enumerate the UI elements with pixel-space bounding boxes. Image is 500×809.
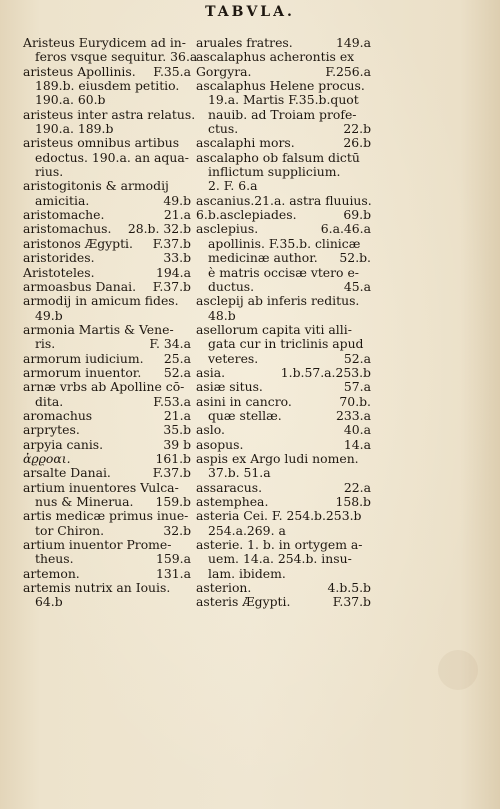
entry-text: asiæ situs. — [196, 379, 263, 395]
entry-text: 48.b — [208, 307, 236, 323]
index-entry-line — [23, 395, 191, 409]
index-entry-line — [23, 151, 191, 165]
entry-text: armorum inuentor. — [23, 364, 142, 380]
entry-text: armodij in amicum fides. — [23, 293, 179, 309]
entry-reference: F.37.b — [152, 235, 191, 251]
entry-text: artemis nutrix an Iouis. — [23, 580, 171, 596]
entry-text: Aristoteles. — [23, 264, 95, 280]
index-entry-line — [196, 366, 371, 380]
entry-text: dita. — [35, 393, 64, 409]
entry-reference — [372, 194, 376, 208]
index-entry-line — [23, 106, 196, 122]
entry-reference: 52.a — [343, 350, 371, 366]
entry-reference — [367, 237, 371, 251]
entry-text: medicinæ author. — [208, 250, 318, 266]
entry-text: asia. — [196, 364, 226, 380]
index-entry-line — [196, 466, 371, 480]
entry-text: ascanius.21.a. astra fluuius. — [196, 192, 372, 208]
index-entry-line — [196, 194, 371, 208]
index-entry-line — [196, 222, 371, 236]
entry-text: arprytes. — [23, 422, 80, 438]
entry-reference: 33.b — [163, 250, 191, 266]
index-entry-line — [196, 409, 371, 423]
entry-text: nus & Minerua. — [35, 494, 134, 509]
entry-reference — [367, 179, 371, 193]
index-entry-line — [23, 280, 191, 294]
entry-text: armorum iudicium. — [23, 350, 144, 366]
entry-reference: 36.a — [170, 49, 198, 65]
index-entry-line — [23, 165, 191, 179]
index-entry-line — [23, 366, 191, 380]
index-entry-line — [196, 380, 371, 394]
index-entry-line — [23, 179, 191, 193]
entry-text: assaracus. — [196, 479, 263, 495]
index-entry-line — [23, 481, 191, 495]
entry-text: asopus. — [196, 436, 244, 452]
entry-text: artis medicæ primus inue- — [23, 508, 189, 524]
entry-text: inflictum supplicium. — [208, 164, 341, 180]
index-entry-line — [196, 136, 371, 150]
entry-text: 2. F. 6.a — [208, 178, 258, 194]
entry-reference — [367, 309, 371, 323]
entry-text: asterie. 1. b. in ortygem a- — [196, 537, 363, 553]
index-entry-line — [196, 65, 371, 79]
entry-text: gata cur in triclinis apud — [208, 336, 364, 352]
entry-text: aristogitonis & armodij — [23, 178, 169, 194]
entry-reference — [187, 179, 191, 193]
entry-text: ascalaphus acherontis ex — [196, 49, 355, 65]
entry-text: ἀϱϱοαι. — [23, 450, 71, 466]
index-entry-line — [196, 581, 371, 595]
entry-text: asellorum capita viti alli- — [196, 321, 352, 337]
entry-text: edoctus. 190.a. an aqua- — [35, 149, 189, 165]
entry-text: theus. — [35, 551, 74, 567]
index-entry-line — [196, 323, 371, 337]
entry-reference: 40.a — [343, 422, 371, 438]
entry-text: amicitia. — [35, 192, 90, 208]
entry-reference — [187, 595, 191, 609]
index-entry-line — [196, 524, 371, 538]
index-entry-line — [196, 165, 371, 179]
running-header: TABVLA. — [205, 4, 295, 20]
entry-text: nauib. ad Troiam profe- — [208, 106, 357, 122]
entry-reference — [187, 481, 191, 495]
entry-reference — [187, 79, 191, 93]
entry-reference: 69.b — [343, 207, 371, 223]
index-column-right — [196, 36, 371, 610]
entry-reference — [367, 165, 371, 179]
index-entry-line — [196, 309, 371, 323]
index-entry-line — [196, 93, 371, 107]
index-entry-line — [23, 309, 191, 323]
entry-reference — [187, 309, 191, 323]
index-entry-line — [196, 423, 371, 437]
entry-reference — [188, 509, 192, 523]
index-entry-line — [23, 237, 191, 251]
entry-reference: F.37.b — [152, 278, 191, 294]
index-entry-line — [196, 108, 371, 122]
entry-reference — [367, 552, 371, 566]
index-entry-line — [196, 352, 371, 366]
index-entry-line — [23, 337, 191, 351]
entry-reference — [367, 266, 371, 280]
index-entry-line — [23, 438, 191, 452]
entry-reference — [367, 567, 371, 581]
index-entry-line — [23, 266, 191, 280]
index-entry-line — [23, 524, 191, 538]
index-entry-line — [23, 423, 191, 437]
entry-text: astemphea. — [196, 494, 269, 509]
entry-text: aruales fratres. — [196, 35, 293, 50]
entry-text: 64.b — [35, 594, 63, 610]
index-entry-line — [23, 36, 191, 50]
entry-reference: 1.b.57.a.253.b — [280, 364, 371, 380]
entry-reference — [367, 509, 371, 523]
entry-text: arpyia canis. — [23, 436, 104, 452]
entry-reference: 45.a — [343, 278, 371, 294]
entry-text: 190.a. 60.b — [35, 92, 106, 108]
entry-text: armoasbus Danai. — [23, 278, 137, 294]
entry-text: lam. ibidem. — [208, 565, 286, 581]
entry-text: 189.b. eiusdem petitio. — [35, 78, 180, 94]
entry-text: apollinis. F.35.b. clinicæ — [208, 235, 361, 251]
entry-text: aslo. — [196, 422, 225, 438]
index-entry-line — [23, 509, 191, 523]
entry-text: rius. — [35, 164, 64, 180]
entry-reference: 70.b. — [339, 393, 371, 409]
entry-text: aristomache. — [23, 207, 105, 223]
entry-reference: 25.a — [163, 350, 191, 366]
entry-text: aristorides. — [23, 250, 95, 266]
index-entry-line — [196, 251, 371, 265]
entry-text: aromachus — [23, 407, 93, 423]
index-entry-line — [196, 122, 371, 136]
entry-reference: 6.a.46.a — [320, 221, 371, 237]
entry-reference: 194.a — [156, 264, 191, 280]
entry-text: asteris Ægypti. — [196, 594, 291, 610]
entry-text: ris. — [35, 336, 56, 352]
entry-text: aristonos Ægypti. — [23, 235, 133, 251]
entry-reference: F.256.a — [325, 63, 371, 79]
index-entry-line — [196, 208, 371, 222]
entry-reference: 149.a — [336, 35, 371, 50]
index-entry-line — [196, 509, 371, 523]
entry-reference: 32.b — [163, 522, 191, 538]
index-entry-line — [196, 395, 371, 409]
index-entry-line — [196, 50, 371, 64]
index-entry-line — [23, 294, 191, 308]
index-entry-line — [23, 79, 191, 93]
entry-reference — [367, 337, 371, 351]
entry-reference — [367, 538, 371, 552]
entry-text: ascalaphi mors. — [196, 135, 295, 151]
index-entry-line — [196, 337, 371, 351]
index-entry-line — [196, 294, 371, 308]
entry-reference — [367, 524, 371, 538]
index-entry-line — [23, 93, 191, 107]
entry-reference: F.37.b — [332, 594, 371, 610]
entry-reference: 52.a — [163, 364, 191, 380]
entry-text: Aristeus Eurydicem ad in- — [23, 35, 186, 50]
entry-reference — [187, 122, 191, 136]
index-entry-line — [196, 79, 371, 93]
entry-text: armonia Martis & Vene- — [23, 321, 174, 337]
entry-text: aristeus inter astra relatus. — [23, 106, 196, 122]
index-entry-line — [23, 538, 191, 552]
entry-text: 6.b.asclepiades. — [196, 207, 297, 223]
entry-text: arsalte Danai. — [23, 465, 111, 481]
entry-reference — [187, 136, 191, 150]
entry-text: artium inuentor Prome- — [23, 537, 172, 553]
entry-text: asclepij ab inferis reditus. — [196, 293, 360, 309]
index-entry-line — [196, 438, 371, 452]
index-entry-line — [23, 208, 191, 222]
index-entry-line — [23, 452, 191, 466]
index-entry-line — [23, 409, 191, 423]
entry-reference: 161.b — [155, 450, 191, 466]
entry-reference: 26.b — [343, 135, 371, 151]
index-entry-line — [23, 49, 198, 65]
entry-reference: F. 34.a — [149, 336, 191, 352]
entry-text: Gorgyra. — [196, 63, 252, 79]
entry-text: 254.a.269. a — [208, 522, 286, 538]
index-entry-line — [23, 323, 191, 337]
index-entry-line — [196, 280, 371, 294]
entry-reference — [187, 165, 191, 179]
entry-text: aspis ex Argo ludi nomen. — [196, 450, 359, 466]
entry-reference — [187, 294, 191, 308]
entry-reference — [367, 452, 371, 466]
index-entry-line — [196, 452, 371, 466]
entry-text: aristeus Apollinis. — [23, 63, 136, 79]
index-entry-line — [196, 595, 371, 609]
entry-reference: 131.a — [156, 565, 191, 581]
entry-text: tor Chiron. — [35, 522, 105, 538]
index-entry-line — [23, 352, 191, 366]
entry-text: ctus. — [208, 121, 239, 137]
entry-reference: 57.a — [343, 379, 371, 395]
entry-reference: 159.b — [155, 494, 191, 509]
entry-reference: 233.a — [336, 407, 371, 423]
index-entry-line — [23, 65, 191, 79]
entry-text: quæ stellæ. — [208, 407, 282, 423]
index-column-left — [23, 35, 198, 610]
index-entry-line — [23, 495, 191, 509]
entry-reference — [187, 581, 191, 595]
index-entry-line — [196, 237, 371, 251]
entry-reference: 49.b — [163, 192, 191, 208]
entry-reference — [367, 79, 371, 93]
entry-reference: 21.a — [163, 407, 191, 423]
entry-text: asini in cancro. — [196, 393, 292, 409]
entry-reference — [367, 108, 371, 122]
entry-reference — [367, 50, 371, 64]
entry-text: aristomachus. — [23, 221, 112, 237]
entry-reference — [187, 380, 191, 394]
entry-reference — [187, 36, 191, 50]
entry-text: veteres. — [208, 350, 259, 366]
entry-reference — [367, 466, 371, 480]
entry-text: aristeus omnibus artibus — [23, 135, 180, 151]
index-entry-line — [23, 466, 191, 480]
entry-text: è matris occisæ vtero e- — [208, 264, 359, 280]
index-entry-line — [196, 179, 371, 193]
entry-reference — [367, 294, 371, 308]
entry-reference: 22.a — [343, 479, 371, 495]
index-entry-line — [23, 581, 191, 595]
entry-reference — [189, 151, 193, 165]
index-entry-line — [196, 481, 371, 495]
index-entry-line — [23, 194, 191, 208]
entry-text: 49.b — [35, 307, 63, 323]
entry-text: ascalapho ob falsum dictū — [196, 149, 360, 165]
paper-stain — [438, 650, 478, 690]
entry-reference — [367, 323, 371, 337]
index-entry-line — [196, 36, 371, 50]
index-entry-line — [23, 222, 191, 236]
entry-reference: 28.b. 32.b — [127, 221, 191, 237]
index-entry-line — [23, 552, 191, 566]
entry-text: asteria Cei. F. 254.b.253.b — [196, 508, 362, 524]
index-entry-line — [23, 595, 191, 609]
entry-reference: F.53.a — [153, 393, 191, 409]
index-entry-line — [23, 136, 191, 150]
entry-reference: 158.b — [335, 494, 371, 509]
entry-reference: 159.a — [156, 551, 191, 567]
entry-reference: 35.b — [163, 422, 191, 438]
index-entry-line — [196, 538, 371, 552]
entry-reference: 4.b.5.b — [327, 580, 371, 596]
index-entry-line — [196, 266, 371, 280]
entry-text: ductus. — [208, 278, 255, 294]
index-entry-line — [23, 122, 191, 136]
entry-reference — [367, 93, 371, 107]
entry-text: 19.a. Martis F.35.b.quot — [208, 92, 359, 108]
entry-reference — [187, 323, 191, 337]
index-entry-line — [196, 552, 371, 566]
entry-reference: 39 b — [163, 436, 191, 452]
entry-text: artemon. — [23, 565, 80, 581]
entry-text: artium inuentores Vulca- — [23, 479, 179, 495]
entry-text: asterion. — [196, 580, 252, 596]
entry-reference: 22.b — [343, 121, 371, 137]
entry-reference: F.37.b — [152, 465, 191, 481]
entry-text: 37.b. 51.a — [208, 465, 271, 481]
entry-text: arnæ vrbs ab Apolline cō- — [23, 379, 185, 395]
entry-text: 190.a. 189.b — [35, 121, 114, 137]
entry-text: ascalaphus Helene procus. — [196, 78, 365, 94]
entry-reference — [367, 151, 371, 165]
entry-text: uem. 14.a. 254.b. insu- — [208, 551, 352, 567]
index-entry-line — [196, 567, 371, 581]
entry-reference: 14.a — [343, 436, 371, 452]
entry-reference — [187, 538, 191, 552]
index-entry-line — [23, 567, 191, 581]
entry-text: asclepius. — [196, 221, 259, 237]
index-entry-line — [196, 151, 371, 165]
entry-reference: 52.b. — [339, 250, 371, 266]
entry-reference — [187, 93, 191, 107]
index-entry-line — [23, 251, 191, 265]
entry-reference: F.35.a — [153, 63, 191, 79]
entry-reference: 21.a — [163, 207, 191, 223]
entry-text: feros vsque sequitur. — [35, 49, 167, 65]
index-entry-line — [196, 495, 371, 509]
index-entry-line — [23, 380, 191, 394]
